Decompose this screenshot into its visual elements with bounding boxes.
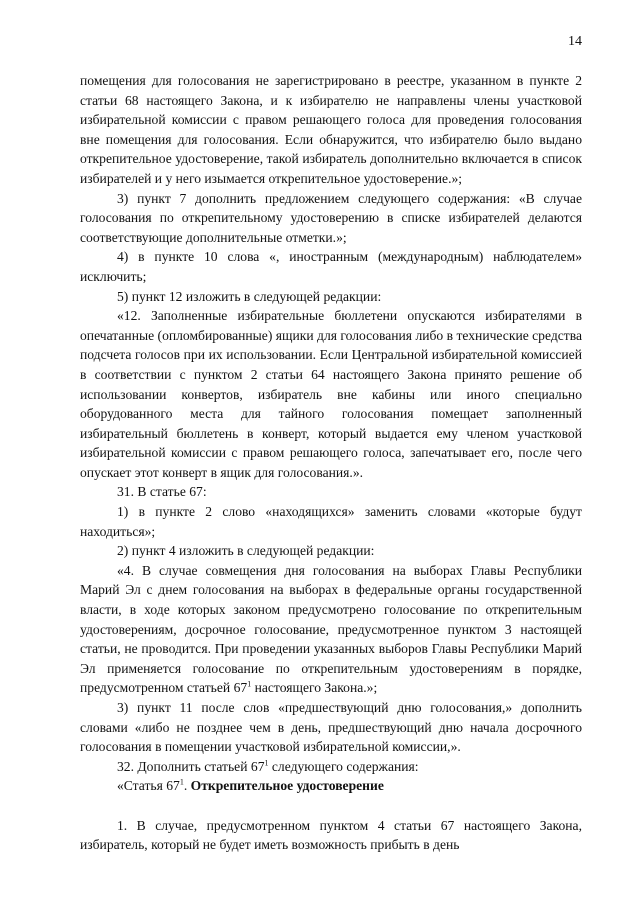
paragraph: 3) пункт 11 после слов «предшествующий дню голосования,» дополнить словами «либо не позднее чем в день, предшествующий дню начала досрочного голосования в помещении участковой избирательной комиссии,». — [80, 700, 582, 755]
paragraph — [80, 757, 582, 777]
blank-line — [80, 796, 582, 816]
paragraph-text: 32. Дополнить статьей 67 — [117, 758, 265, 774]
paragraph: 31. В статье 67: — [117, 484, 207, 500]
paragraph: 1) в пункте 2 слово «находящихся» заменить словами «которые будут находиться»; — [80, 504, 582, 539]
article-heading-prefix: «Статья 67 — [117, 778, 180, 794]
paragraph: 5) пункт 12 изложить в следующей редакции: — [117, 288, 382, 304]
paragraph-tail: настоящего Закона.»; — [251, 680, 378, 696]
article-heading-title: Открепительное удостоверение — [190, 778, 384, 794]
page-number: 14 — [568, 34, 582, 49]
paragraph: 3) пункт 7 дополнить предложением следующего содержания: «В случае голосования по открепительному удостоверению в списке избирателей делаются соответствующие дополнительные отметки.»; — [80, 190, 582, 245]
paragraph — [80, 561, 582, 698]
paragraph: «12. Заполненные избирательные бюллетени опускаются избирателями в опечатанные (опломбированные) ящики для голосования либо в технические средства подсчета голосов при их использовании. Если Центральной избирательной комиссией в соответствии с пунктом 2 статьи 64 настоящего Закона принято решение об использовании конвертов, избиратель вне кабины или иного специально оборудованного места для тайного голосования помещает заполненный избирательный бюллетень в конверт, который выдается ему членом участковой избирательной комиссии с правом решающего голоса, запечатывает его, после чего опускает этот конверт в ящик для голосования.». — [80, 308, 582, 480]
paragraph: 1. В случае, предусмотренном пунктом 4 статьи 67 настоящего Закона, избиратель, который не будет иметь возможность прибыть в день — [80, 817, 582, 853]
paragraph: 2) пункт 4 изложить в следующей редакции: — [117, 543, 375, 559]
superscript: 1 — [264, 758, 269, 768]
paragraph: 4) в пункте 10 слова «, иностранным (международным) наблюдателем» исключить; — [80, 249, 582, 284]
document-body — [80, 71, 582, 855]
paragraph: помещения для голосования не зарегистрировано в реестре, указанном в пункте 2 статьи 68 настоящего Закона, и к избирателю не направлены члены участковой избирательной комиссии с правом решающего голоса для проведения голосования вне помещения для голосования. Если обнаружится, что избирателю было выдано открепительное удостоверение, такой избиратель дополнительно включается в список избирателей и у него изымается открепительное удостоверение.»; — [80, 73, 582, 186]
paragraph-tail: следующего содержания: — [268, 758, 419, 774]
superscript: 1 — [247, 679, 252, 689]
article-heading — [80, 776, 582, 796]
paragraph-text: «4. В случае совмещения дня голосования на выборах Главы Республики Марий Эл с днем голосования на выборах в федеральные органы государственной власти, в ходе которых законом предусмотрено голосование по открепительным удостоверениям, досрочное голосование, предусмотренное пунктом 3 настоящей статьи, не проводится. При проведении указанных выборов Главы Республики Марий Эл применяется голосование по открепительным удостоверениям в порядке, предусмотренном статьей 67 — [80, 562, 582, 696]
superscript: 1 — [179, 777, 184, 787]
article-heading-separator: . — [183, 778, 191, 794]
